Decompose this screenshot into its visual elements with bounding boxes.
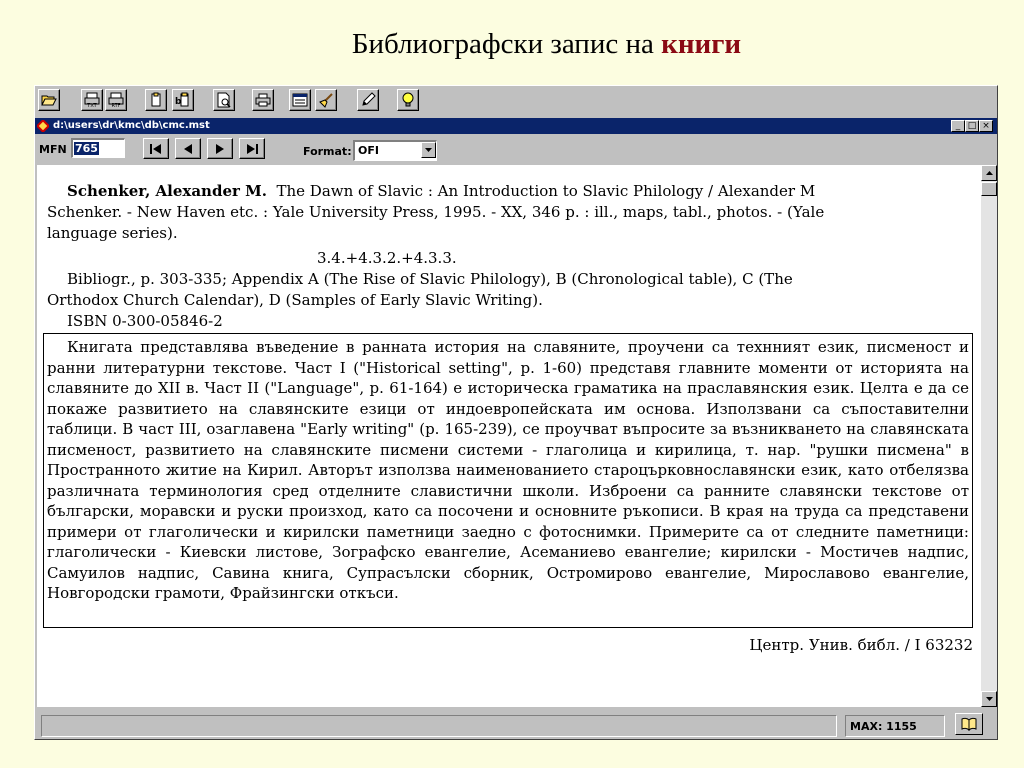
next-record-icon (214, 143, 226, 155)
record-display (37, 165, 981, 707)
printer-icon[interactable] (252, 89, 274, 111)
dropdown-arrow-icon[interactable] (421, 142, 436, 158)
preview-icon[interactable] (213, 89, 235, 111)
scroll-up-icon[interactable] (981, 165, 997, 181)
format-select[interactable] (353, 140, 437, 161)
record-classification: 3.4.+4.3.2.+4.3.3. (317, 249, 457, 267)
broom-icon[interactable] (315, 89, 337, 111)
record-title: The Dawn of Slavic : An Introduction to Slavic Philology / Alexander M (276, 182, 816, 200)
svg-text:TXT: TXT (87, 103, 97, 108)
last-record-icon (245, 143, 259, 155)
scroll-thumb[interactable] (981, 182, 997, 196)
mfn-value: 765 (75, 142, 98, 155)
close-button[interactable]: × (979, 120, 993, 132)
book-icon[interactable] (955, 713, 983, 735)
last-record-button[interactable] (239, 138, 265, 159)
record-author: Schenker, Alexander M. (67, 182, 267, 200)
scroll-down-icon[interactable] (981, 691, 997, 707)
isis-application-window (34, 85, 998, 740)
first-record-button[interactable] (143, 138, 169, 159)
record-isbn: ISBN 0-300-05846-2 (67, 312, 223, 330)
copy-paste-icon[interactable] (172, 89, 194, 111)
window-controls (951, 120, 993, 132)
format-value: OFI (358, 144, 379, 157)
svg-text:RTF: RTF (111, 103, 121, 108)
window-title: d:\users\dr\kmc\db\cmc.mst (53, 120, 210, 131)
record-notes-2: Orthodox Church Calendar), D (Samples of Early Slavic Writing). (47, 291, 543, 309)
minimize-button[interactable]: _ (951, 120, 965, 132)
vertical-scrollbar[interactable] (981, 165, 997, 707)
main-toolbar (35, 86, 997, 116)
record-imprint: Schenker. - New Haven etc. : Yale University Press, 1995. - XX, 346 p. : ill., maps, tabl., photos. - (Yale (47, 203, 825, 221)
mfn-label: MFN (39, 143, 67, 156)
record-abstract: Книгата представлява въведение в ранната история на славяните, проучени са технният език, писменост и ранни литературни текстове. Част I ("Historical setting", p. 1-60) представя главните моменти от историята на славяните до XII в. Част II ("Language", p. 61-164) е историческа граматика на праславянския език. Целта е да се покаже развитието на славянските езици от индоевропейската им основа. Използвани са съпоставителни таблици. В част III, озаглавена "Early writing" (p. 165-239), се проучват въпросите за възникването на славянската писменост, развитието на славянските писмени системи - глаголица и кирилица, т. нар. "рушки писмена" в Пространното житие на Кирил. Авторът използва наименованието староцърковнославянски език, като отбелязва различната терминология сред отделните славистични школи. Изброени са ранните славянски текстове от български, моравски и руски произход, като са посочени и основните ръкописи. В края на труда са представени примери от глаголически и кирилски паметници заедно с фотоснимки. Примерите са от следните паметници: глаголически - Киевски листове, Зографско евангелие, Асеманиево евангелие; кирилски - Мостичев надпис, Самуилов надпис, Савина книга, Супрасълски сборник, Остромирово евангелие, Мирославово евангелие, Новгородски грамоти, Фрайзингски откъси. (43, 333, 973, 628)
print-rtf-icon[interactable] (105, 89, 127, 111)
previous-record-icon (182, 143, 194, 155)
record-notes-1: Bibliogr., p. 303-335; Appendix A (The Rise of Slavic Philology), B (Chronological table), C (The (67, 270, 793, 288)
format-label: Format: (303, 145, 352, 158)
record-heading (47, 181, 973, 202)
record-series: language series). (47, 224, 178, 242)
max-records-indicator: MAX: 1155 (845, 715, 945, 737)
pencil-icon[interactable] (357, 89, 379, 111)
restore-button[interactable]: □ (965, 120, 979, 132)
open-folder-icon[interactable] (38, 89, 60, 111)
lightbulb-icon[interactable] (397, 89, 419, 111)
print-txt-icon[interactable] (81, 89, 103, 111)
record-location: Центр. Унив. библ. / I 63232 (749, 636, 973, 654)
first-record-icon (149, 143, 163, 155)
next-record-button[interactable] (207, 138, 233, 159)
database-icon (37, 120, 49, 132)
record-window (35, 117, 997, 739)
record-window-titlebar[interactable] (35, 118, 997, 134)
slide-title-accent: книги (661, 28, 742, 60)
slide-title (0, 28, 1024, 61)
previous-record-button[interactable] (175, 138, 201, 159)
copy-icon[interactable] (145, 89, 167, 111)
mfn-input[interactable] (71, 138, 125, 158)
status-message-field (41, 715, 837, 737)
slide-title-text: Библиографски запис на (351, 28, 654, 60)
status-bar (35, 707, 997, 737)
navigation-bar (35, 137, 997, 163)
svg-text:b: b (175, 97, 182, 107)
form-icon[interactable] (289, 89, 311, 111)
